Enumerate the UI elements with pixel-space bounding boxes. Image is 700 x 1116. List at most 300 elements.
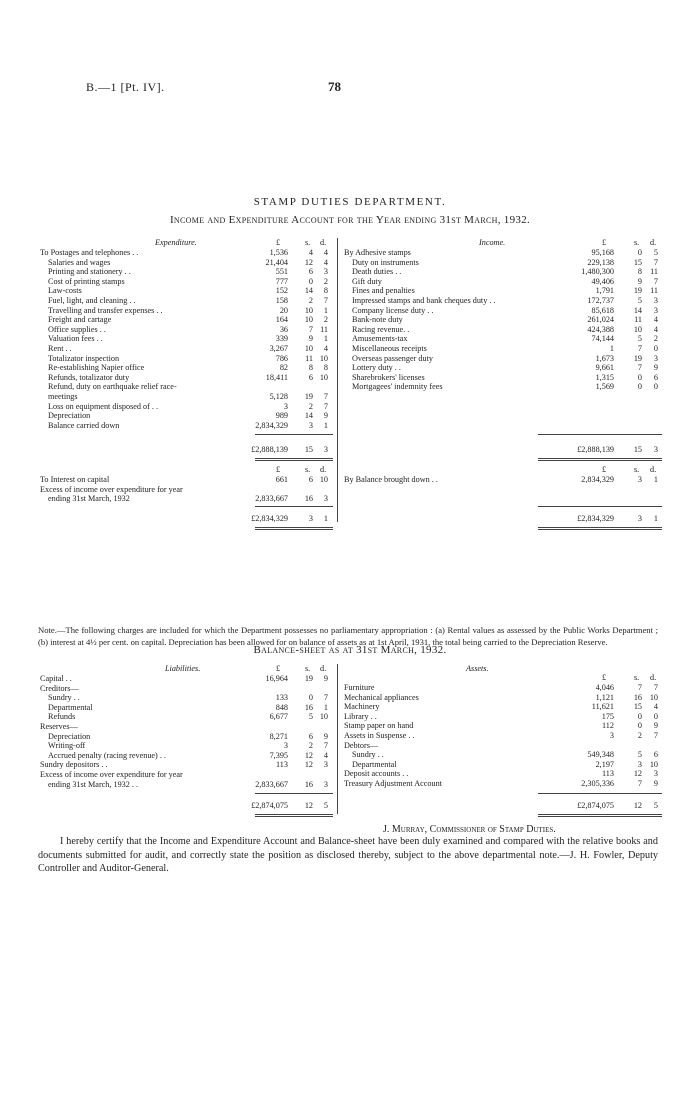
appropriation-expenditure-label: To Interest on capital (40, 475, 110, 484)
expenditure-pounds: 158 (275, 296, 288, 305)
appropriation-expenditure-pounds: 661 (275, 475, 288, 484)
income-pounds: 1 (609, 344, 614, 353)
liability-shillings: 12 (304, 760, 313, 770)
liability-label: Creditors— (40, 683, 79, 693)
appropriation-income-pounds: 2,834,329 (581, 475, 614, 484)
expenditure-pounds: 989 (275, 411, 288, 421)
liability-pounds: 3 (283, 741, 288, 751)
expenditure-pence: 1 (323, 305, 328, 315)
expenditure-shillings: 2 (308, 296, 313, 305)
appropriation-expenditure-total-pounds: £2,834,329 (251, 514, 288, 523)
expenditure-pence: 1 (323, 334, 328, 344)
expenditure-row (40, 392, 330, 401)
expenditure-shillings: 10 (304, 305, 313, 315)
liability-pence: 10 (319, 712, 328, 722)
appropriation-income-total (344, 514, 662, 523)
expenditure-pence: 11 (320, 324, 328, 334)
expenditure-shillings: 3 (308, 420, 313, 430)
appropriation-expenditure-row (40, 485, 330, 494)
asset-label: Treasury Adjustment Account (344, 779, 442, 788)
asset-row (344, 683, 662, 692)
income-row (344, 334, 662, 343)
income-label: Racing revenue. . (352, 324, 410, 334)
assets-total-rule (538, 793, 662, 794)
liability-row (40, 741, 330, 750)
expenditure-pence: 1 (323, 420, 328, 430)
liability-shillings: 12 (304, 750, 313, 760)
liability-shillings: 19 (304, 674, 313, 683)
income-pence: 7 (653, 276, 658, 286)
expenditure-row (40, 258, 330, 267)
asset-row (344, 712, 662, 721)
liability-pence: 7 (323, 693, 328, 703)
expenditure-pounds: 2,834,329 (255, 420, 288, 430)
shillings-unit: s. (634, 465, 640, 474)
asset-shillings: 5 (637, 750, 642, 760)
pence-unit: d. (650, 238, 657, 247)
pounds-unit: £ (276, 664, 281, 673)
income-row (344, 373, 662, 382)
appropriation-income-label: By Balance brought down . . (344, 475, 438, 484)
asset-label: Departmental (352, 759, 397, 769)
asset-pounds: 2,197 (595, 759, 614, 769)
income-pence: 4 (653, 315, 658, 325)
expenditure-label: Balance carried down (48, 420, 120, 430)
income-pence: 7 (653, 257, 658, 267)
audit-certificate: I hereby certify that the Income and Expenditure Account and Balance-sheet have been duly examined and compared with the relative books and documents submitted for audit, and correctly state the position as disclosed thereby, subject to the above departmental note.—J. H. Fowler, Deputy Controller and Auditor-General. (38, 836, 658, 874)
expenditure-label: Printing and stationery . . (48, 267, 131, 277)
liability-shillings: 16 (304, 702, 313, 712)
asset-shillings: 16 (633, 692, 642, 702)
expenditure-row (40, 354, 330, 363)
expenditure-row (40, 296, 330, 305)
income-total-rule (538, 434, 662, 435)
income-total-shillings: 15 (633, 445, 642, 454)
income-row (344, 354, 662, 363)
income-row (344, 344, 662, 353)
expenditure-pence: 8 (323, 286, 328, 296)
expenditure-pence: 7 (323, 401, 328, 411)
appropriation-expenditure-pence: 10 (319, 475, 328, 484)
page-header-reference: B.—1 [Pt. IV]. (86, 80, 165, 94)
income-row (344, 296, 662, 305)
income-label: By Adhesive stamps (344, 248, 411, 257)
expenditure-label: Totalizator inspection (48, 353, 120, 363)
income-pence: 6 (653, 372, 658, 382)
expenditure-shillings: 2 (308, 401, 313, 411)
asset-pounds: 113 (602, 769, 614, 779)
pence-unit: d. (320, 664, 327, 673)
expenditure-pence: 3 (323, 267, 328, 277)
income-pounds: 1,315 (595, 372, 614, 382)
liabilities-total-shillings: 12 (304, 801, 313, 810)
expenditure-pounds: 339 (275, 334, 288, 344)
expenditure-shillings: 11 (305, 353, 313, 363)
asset-pounds: 1,121 (595, 692, 614, 702)
income-pounds: 1,791 (595, 286, 614, 296)
expenditure-row (40, 411, 330, 420)
expenditure-label: Valuation fees . . (48, 334, 103, 344)
expenditure-label: Travelling and transfer expenses . . (48, 305, 163, 315)
expenditure-row (40, 315, 330, 324)
expenditure-shillings: 12 (304, 257, 313, 267)
expenditure-total-pence: 3 (323, 445, 328, 454)
expenditure-pounds: 551 (275, 267, 288, 277)
liability-pounds: 16,964 (265, 674, 288, 683)
liability-label: Reserves— (40, 722, 78, 731)
expenditure-pence: 7 (323, 296, 328, 305)
assets-total-shillings: 12 (633, 801, 642, 810)
expenditure-pounds: 1,536 (269, 248, 288, 257)
liability-pence: 4 (323, 750, 328, 760)
income-row (344, 315, 662, 324)
liabilities-total-double-rule (255, 814, 333, 817)
expenditure-shillings: 8 (308, 363, 313, 373)
expenditure-label: Rent . . (48, 344, 72, 353)
asset-pence: 6 (653, 750, 658, 760)
asset-label: Debtors— (344, 740, 379, 750)
income-label: Bank-note duty (352, 315, 403, 325)
income-shillings: 0 (637, 248, 642, 257)
asset-label: Machinery (344, 702, 380, 712)
income-total-pounds: £2,888,139 (577, 445, 614, 454)
asset-row (344, 702, 662, 711)
income-label: Mortgagees' indemnity fees (352, 382, 443, 392)
income-pounds: 424,388 (587, 324, 614, 334)
liability-row (40, 722, 330, 731)
balance-sheet-title: Balance-sheet as at 31st March, 1932. (253, 644, 447, 656)
expenditure-shillings: 10 (304, 315, 313, 325)
liabilities-total-pounds: £2,874,075 (251, 801, 288, 810)
income-pounds: 1,480,300 (581, 267, 614, 277)
asset-pence: 9 (653, 779, 658, 788)
income-pounds: 49,406 (591, 276, 614, 286)
income-shillings: 5 (637, 296, 642, 305)
liability-label: Accrued penalty (racing revenue) . . (48, 750, 166, 760)
expenditure-row (40, 325, 330, 334)
expenditure-label: Loss on equipment disposed of . . (48, 401, 159, 411)
expenditure-row (40, 334, 330, 343)
asset-pence: 10 (649, 692, 658, 702)
asset-pounds: 4,046 (595, 683, 614, 692)
pounds-unit: £ (276, 465, 281, 474)
shillings-unit: s. (305, 664, 311, 673)
liability-label: Depreciation (48, 731, 91, 741)
expenditure-shillings: 19 (304, 392, 313, 401)
expenditure-shillings: 6 (308, 267, 313, 277)
asset-pence: 7 (653, 683, 658, 692)
income-shillings: 9 (637, 276, 642, 286)
appropriation-expenditure-label: Excess of income over expenditure for year (40, 484, 183, 494)
asset-pounds: 2,305,336 (581, 779, 614, 788)
expenditure-pounds: 164 (275, 315, 288, 325)
income-pence: 0 (653, 382, 658, 392)
asset-label: Stamp paper on hand (344, 721, 414, 731)
expenditure-label: Freight and cartage (48, 315, 112, 325)
pounds-unit: £ (602, 673, 607, 682)
liability-pounds: 8,271 (269, 731, 288, 741)
assets-total-pence: 5 (653, 801, 658, 810)
income-label: Amusements-tax (352, 334, 408, 344)
income-heading: Income. (479, 238, 506, 247)
expenditure-pounds: 5,128 (269, 392, 288, 401)
expenditure-label: Refunds, totalizator duty (48, 372, 130, 382)
department-title: STAMP DUTIES DEPARTMENT. (253, 196, 447, 208)
income-row (344, 248, 662, 257)
assets-total-pounds: £2,874,075 (577, 801, 614, 810)
liability-shillings: 0 (308, 693, 313, 703)
income-shillings: 15 (633, 257, 642, 267)
expenditure-pence: 10 (319, 372, 328, 382)
expenditure-shillings: 0 (308, 276, 313, 286)
income-shillings: 0 (637, 372, 642, 382)
expenditure-label: To Postages and telephones . . (40, 248, 139, 257)
expenditure-pence: 4 (323, 257, 328, 267)
asset-pence: 4 (653, 702, 658, 712)
appropriation-expenditure-shillings: 6 (308, 475, 313, 484)
expenditure-pounds: 786 (275, 353, 288, 363)
liability-label: Sundry depositors . . (40, 760, 108, 770)
appropriation-income-row (344, 475, 662, 484)
asset-shillings: 7 (637, 683, 642, 692)
liability-row (40, 732, 330, 741)
assets-heading: Assets. (466, 664, 489, 673)
expenditure-label: Cost of printing stamps (48, 276, 125, 286)
asset-row (344, 721, 662, 730)
expenditure-pounds: 777 (275, 276, 288, 286)
asset-row (344, 750, 662, 759)
income-pounds: 1,569 (595, 382, 614, 392)
income-pence: 0 (653, 344, 658, 353)
shillings-unit: s. (305, 465, 311, 474)
appropriation-left-rule (255, 506, 333, 507)
income-pounds: 229,138 (587, 257, 614, 267)
asset-pence: 0 (653, 711, 658, 721)
income-label: Lottery duty . . (352, 363, 401, 373)
expenditure-shillings: 9 (308, 334, 313, 344)
expenditure-total-rule (255, 434, 333, 435)
expenditure-row (40, 373, 330, 382)
expenditure-total-double-rule (255, 458, 333, 461)
income-label: Death duties . . (352, 267, 402, 277)
expenditure-pounds: 20 (279, 305, 288, 315)
asset-row (344, 769, 662, 778)
pounds-unit: £ (602, 465, 607, 474)
expenditure-pence: 9 (323, 411, 328, 421)
liability-row (40, 780, 330, 789)
asset-pounds: 175 (601, 711, 614, 721)
income-pence: 3 (653, 353, 658, 363)
asset-pence: 10 (649, 759, 658, 769)
expenditure-total-shillings: 15 (304, 445, 313, 454)
expenditure-pounds: 3 (283, 401, 288, 411)
liability-label: Excess of income over expenditure for year (40, 770, 183, 779)
assets-total (344, 801, 662, 810)
expenditure-label: Depreciation (48, 411, 91, 421)
expenditure-row (40, 363, 330, 372)
income-total-double-rule (538, 458, 662, 461)
asset-shillings: 15 (633, 702, 642, 712)
asset-shillings: 2 (637, 731, 642, 740)
expenditure-label: Office supplies . . (48, 324, 106, 334)
liability-label: Departmental (48, 702, 93, 712)
expenditure-shillings: 14 (304, 286, 313, 296)
appropriation-income-total-shillings: 3 (637, 514, 642, 523)
income-pence: 3 (653, 305, 658, 315)
income-pounds: 261,024 (587, 315, 614, 325)
income-row (344, 306, 662, 315)
liabilities-heading: Liabilities. (165, 664, 201, 673)
expenditure-shillings: 7 (308, 324, 313, 334)
expenditure-shillings: 6 (308, 372, 313, 382)
income-row (344, 286, 662, 295)
asset-label: Furniture (344, 683, 375, 692)
pence-unit: d. (650, 465, 657, 474)
pence-unit: d. (650, 673, 657, 682)
pence-unit: d. (320, 238, 327, 247)
pence-unit: d. (320, 465, 327, 474)
asset-pounds: 549,348 (587, 750, 614, 760)
asset-shillings: 0 (637, 711, 642, 721)
income-pence: 11 (650, 286, 658, 296)
expenditure-row (40, 344, 330, 353)
income-shillings: 19 (633, 286, 642, 296)
expenditure-pounds: 36 (279, 324, 288, 334)
income-pounds: 85,618 (591, 305, 614, 315)
income-label: Fines and penalties (352, 286, 415, 296)
income-shillings: 5 (637, 334, 642, 344)
appropriation-right-double-rule (538, 527, 662, 530)
expenditure-row (40, 306, 330, 315)
appropriation-expenditure-shillings: 16 (304, 494, 313, 504)
expenditure-pounds: 21,404 (265, 257, 288, 267)
expenditure-pounds: 3,267 (269, 344, 288, 353)
appropriation-expenditure-pence: 3 (323, 494, 328, 504)
asset-row (344, 731, 662, 740)
income-label: Overseas passenger duty (352, 353, 433, 363)
income-pence: 11 (650, 267, 658, 277)
expenditure-label: Law-costs (48, 286, 82, 296)
appropriation-expenditure-row (40, 475, 330, 484)
expenditure-pence: 8 (323, 363, 328, 373)
liability-row (40, 703, 330, 712)
liabilities-total-pence: 5 (323, 801, 328, 810)
income-shillings: 7 (637, 363, 642, 373)
expenditure-row (40, 382, 330, 391)
asset-pounds: 11,621 (591, 702, 614, 712)
expenditure-pounds: 152 (275, 286, 288, 296)
income-pence: 2 (653, 334, 658, 344)
expenditure-pounds: 82 (279, 363, 288, 373)
income-row (344, 258, 662, 267)
appropriation-expenditure-row (40, 494, 330, 503)
liability-pence: 7 (323, 741, 328, 751)
assets-total-double-rule (538, 814, 662, 817)
appropriation-left-double-rule (255, 527, 333, 530)
liability-pence: 1 (323, 702, 328, 712)
income-row (344, 382, 662, 391)
expenditure-shillings: 4 (308, 248, 313, 257)
liabilities-total (40, 801, 330, 810)
liability-pence: 3 (323, 779, 328, 789)
appropriation-expenditure-total-shillings: 3 (308, 514, 313, 523)
expenditure-row (40, 286, 330, 295)
pounds-unit: £ (602, 238, 607, 247)
asset-shillings: 7 (637, 779, 642, 788)
liability-pounds: 133 (275, 693, 288, 703)
asset-row (344, 760, 662, 769)
income-shillings: 10 (633, 324, 642, 334)
liability-label: Sundry . . (48, 693, 80, 703)
expenditure-shillings: 14 (304, 411, 313, 421)
income-pence: 3 (653, 296, 658, 305)
departmental-note: Note.—The following charges are included for which the Department possesses no parliamentary appropriation : (a) Rental values as assessed by the Public Works Department ; (b) interest at 4½ per cent. on capital. Depreciation has been allowed for on balance of assets as at 1st April, 1931, the total being carried to the Depreciation Reserve. (38, 625, 658, 647)
income-pounds: 9,661 (595, 363, 614, 373)
expenditure-pence: 2 (323, 315, 328, 325)
liability-label: Capital . . (40, 674, 72, 683)
expenditure-total-pounds: £2,888,139 (251, 445, 288, 454)
expenditure-row (40, 248, 330, 257)
income-pence: 4 (653, 324, 658, 334)
liability-shillings: 2 (308, 741, 313, 751)
liabilities-total-rule (255, 793, 333, 794)
asset-shillings: 12 (633, 769, 642, 779)
commissioner-signature: J. Murray, Commissioner of Stamp Duties. (383, 824, 556, 835)
appropriation-expenditure-pounds: 2,833,667 (255, 494, 288, 504)
appropriation-income-pence: 1 (653, 475, 658, 484)
income-pence: 9 (653, 363, 658, 373)
appropriation-expenditure-total-pence: 1 (323, 514, 328, 523)
expenditure-row (40, 421, 330, 430)
income-shillings: 19 (633, 353, 642, 363)
income-pounds: 172,737 (587, 296, 614, 305)
liability-pounds: 848 (275, 702, 288, 712)
income-shillings: 8 (637, 267, 642, 277)
income-shillings: 7 (637, 344, 642, 353)
liability-pence: 9 (323, 674, 328, 683)
liability-label: ending 31st March, 1932 . . (48, 779, 139, 789)
income-shillings: 11 (634, 315, 642, 325)
appropriation-income-total-pounds: £2,834,329 (577, 514, 614, 523)
liability-row (40, 674, 330, 683)
liability-row (40, 770, 330, 779)
income-pounds: 1,673 (595, 353, 614, 363)
expenditure-pence: 10 (319, 353, 328, 363)
income-row (344, 267, 662, 276)
liability-row (40, 751, 330, 760)
income-label: Company license duty . . (352, 305, 434, 315)
asset-shillings: 3 (637, 759, 642, 769)
asset-row (344, 693, 662, 702)
expenditure-label: Fuel, light, and cleaning . . (48, 296, 136, 305)
asset-label: Deposit accounts . . (344, 769, 409, 779)
income-total (344, 445, 662, 454)
income-label: Duty on instruments (352, 257, 419, 267)
expenditure-pence: 7 (323, 392, 328, 401)
appropriation-expenditure-total (40, 514, 330, 523)
appropriation-income-total-pence: 1 (653, 514, 658, 523)
asset-row (344, 741, 662, 750)
asset-pounds: 112 (602, 721, 614, 731)
income-label: Sharebrokers' licenses (352, 372, 425, 382)
income-pence: 5 (653, 248, 658, 257)
shillings-unit: s. (305, 238, 311, 247)
liability-row (40, 712, 330, 721)
liability-label: Refunds (48, 712, 76, 722)
expenditure-shillings: 10 (304, 344, 313, 353)
income-row (344, 325, 662, 334)
account-divider (337, 238, 338, 522)
